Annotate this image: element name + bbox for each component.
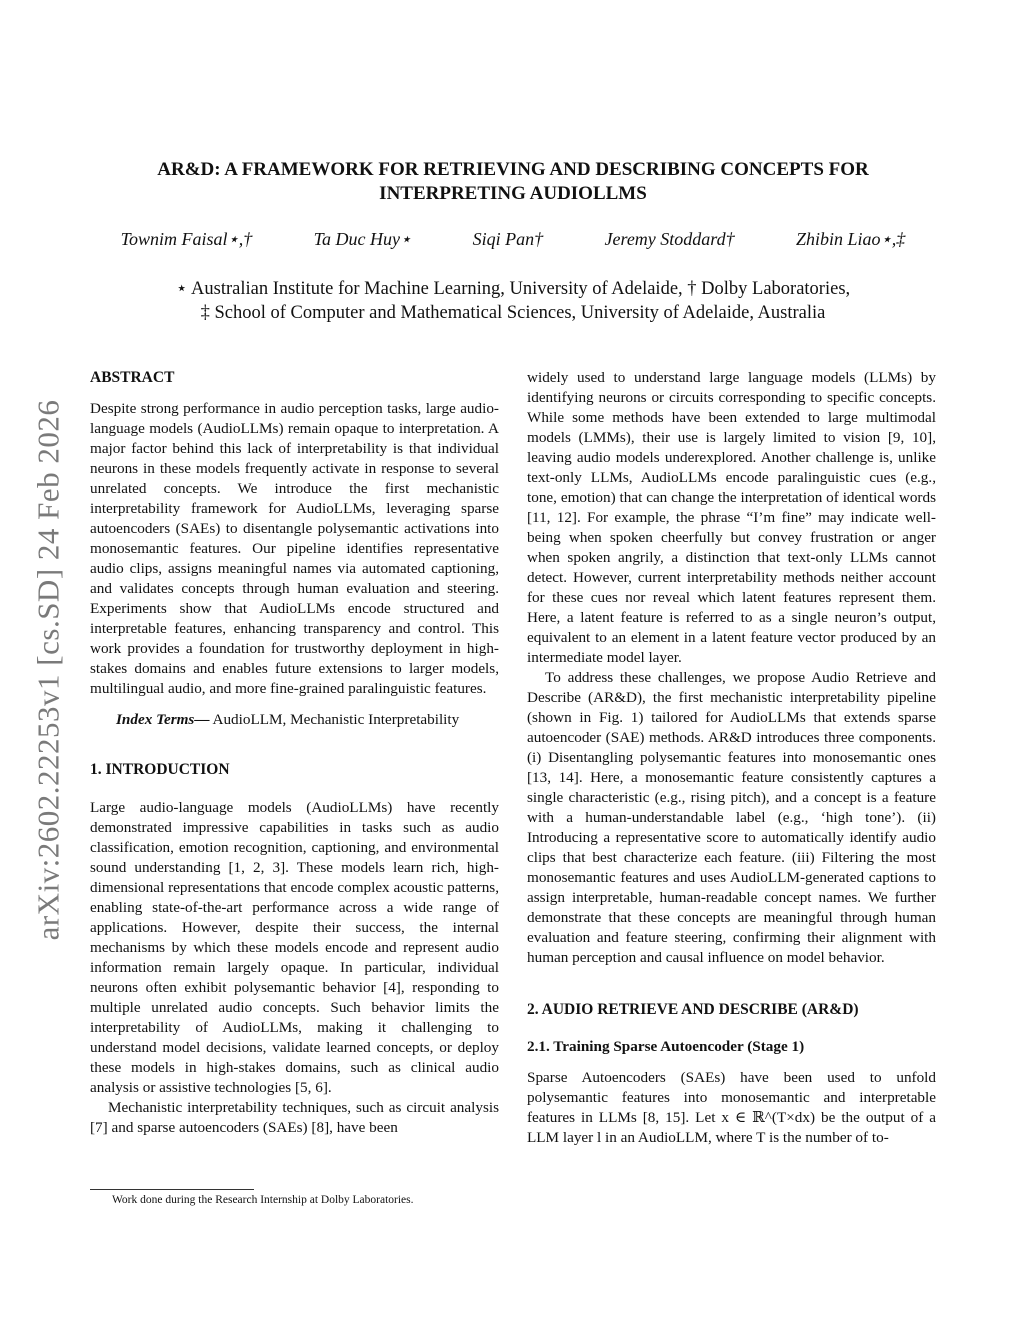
index-terms-text: AudioLLM, Mechanistic Interpretability: [209, 711, 460, 728]
right-column: [527, 368, 936, 1148]
author: Ta Duc Huy⋆: [313, 229, 412, 249]
intro-paragraph: Mechanistic interpretability techniques, such as circuit analysis [7] and sparse autoencoders (SAEs) [8], have been: [90, 1099, 499, 1136]
arxiv-id: arXiv:2602.22253v1 [cs.SD] 24 Feb 2026: [30, 399, 66, 941]
intro-paragraph: Large audio-language models (AudioLLMs) have recently demonstrated impressive capabilities in tasks such as audio classification, emotion recognition, captioning, and environmental sound understanding [1, 2, 3]. These models learn rich, high-dimensional representations that encode complex acoustic patterns, enabling state-of-the-art performance across a wide range of applications. However, despite their success, the internal mechanisms by which these models encode and represent audio information remain largely opaque. In particular, individual neurons often exhibit polysemantic behavior [4], responding to multiple unrelated audio concepts. Such behavior limits the interpretability of AudioLLMs, making it challenging to understand model decisions, validate learned concepts, or deploy these models in high-stakes domains, such as clinical audio analysis or assistive technologies [5, 6].: [90, 799, 499, 1096]
abstract-text: Despite strong performance in audio perception tasks, large audio-language models (AudioLLMs) remain opaque to interpretation. A major factor behind this lack of interpretability is that individual neurons in these models frequently activate in response to several unrelated concepts. We introduce the first mechanistic interpretability framework for AudioLLMs, leveraging sparse autoencoders (SAEs) to disentangle polysemantic activations into monosemantic features. Our pipeline identifies representative audio clips, assigns meaningful names via automated captioning, and validates concepts through human evaluation and steering. Experiments show that AudioLLMs encode structured and interpretable features, enhancing transparency and control. This work provides a foundation for trustworthy deployment in high-stakes domains and enables future extensions to larger models, multilingual audio, and more fine-grained paralinguistic features.: [90, 400, 499, 697]
left-column: [90, 368, 499, 1138]
author: Townim Faisal⋆,†: [120, 229, 253, 249]
intro-paragraph: widely used to understand large language models (LLMs) by identifying neurons or circuits corresponding to specific concepts. While some methods have been extended to large multimodal models (LMMs), their use is largely limited to vision [9, 10], leaving audio models underexplored. Another challenge is, unlike text-only LLMs, AudioLLMs encode paralinguistic cues (e.g., tone, emotion) that can change the interpretation of identical words [11, 12]. For example, the phrase “I’m fine” may indicate well-being when spoken cheerfully but convey frustration or anger when spoken angrily, a distinction that text-only LLMs cannot detect. However, current interpretability methods neither account for these cues nor reveal which latent features represent them. Here, a latent feature is referred to as a single neuron’s output, equivalent to an element in a latent feature vector produced by an intermediate model layer.: [527, 369, 936, 666]
abstract-heading: ABSTRACT: [90, 369, 175, 386]
author: Jeremy Stoddard†: [604, 229, 735, 249]
affiliation-line: ⋆ Australian Institute for Machine Learning, University of Adelaide, † Dolby Laboratories,: [175, 279, 851, 299]
affiliations: [90, 277, 936, 325]
section2-text: Sparse Autoencoders (SAEs) have been used to unfold polysemantic features into monosemantic and interpretable features in LLMs [8, 15]. Let x ∈ ℝ^(T×dx) be the output of a LLM layer l in an AudioLLM, where T is the number of to-: [527, 1069, 936, 1146]
intro-heading: 1. INTRODUCTION: [90, 761, 230, 778]
section2-heading: 2. AUDIO RETRIEVE AND DESCRIBE (AR&D): [527, 1001, 859, 1018]
footnote: Work done during the Research Internship at Dolby Laboratories.: [112, 1194, 414, 1206]
affiliation-line: ‡ School of Computer and Mathematical Sciences, University of Adelaide, Australia: [200, 303, 826, 323]
subsection-heading: 2.1. Training Sparse Autoencoder (Stage 1): [527, 1038, 805, 1055]
index-terms: [90, 710, 499, 730]
footnote-divider: [90, 1189, 254, 1190]
author-list: [90, 229, 936, 250]
paper-title: AR&D: A FRAMEWORK FOR RETRIEVING AND DESCRIBING CONCEPTS FOR INTERPRETING AUDIOLLMS: [157, 159, 869, 204]
author: Siqi Pan†: [472, 229, 544, 249]
author: Zhibin Liao⋆,‡: [796, 229, 906, 249]
intro-paragraph: To address these challenges, we propose Audio Retrieve and Describe (AR&D), the first mechanistic interpretability pipeline (shown in Fig. 1) tailored for AudioLLMs that extends sparse autoencoder (SAE) methods. AR&D introduces three components. (i) Disentangling polysemantic features into monosemantic ones [13, 14]. Here, a monosemantic feature consistently captures a single characteristic (e.g., rising pitch), and a concept is a feature with a human-understandable label (e.g., ‘high tone’). (ii) Introducing a representative score to automatically identify audio clips that best characterize each feature. (iii) Filtering the most monosemantic features and uses AudioLLM-generated captions to assign interpretable, human-readable concept names. We further demonstrate that these concepts are meaningful through human evaluation and feature steering, confirming their alignment with human perception and causal influence on model behavior.: [527, 669, 936, 966]
index-terms-label: Index Terms—: [116, 711, 210, 728]
arxiv-stamp: [30, 370, 66, 970]
